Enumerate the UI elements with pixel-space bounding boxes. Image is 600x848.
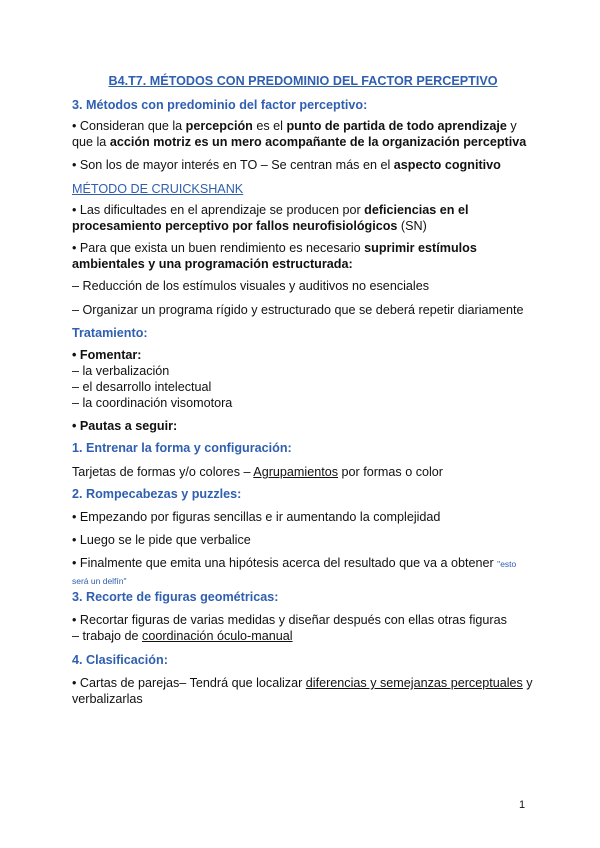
list-item-verbalizacion: – la verbalización xyxy=(72,364,170,378)
bold-run: acción motriz es un mero acompañante de la organización perceptiva xyxy=(109,135,527,149)
text-run: y verbalizarlas xyxy=(72,676,533,706)
paragraph-rendimiento xyxy=(72,240,534,272)
heading-cruickshank xyxy=(72,181,243,197)
text-run: • Son los de mayor interés en TO – Se centran más en el xyxy=(72,158,394,172)
document-title: B4.T7. MÉTODOS CON PREDOMINIO DEL FACTOR PERCEPTIVO xyxy=(108,74,498,88)
bold-run: • Fomentar: xyxy=(72,348,142,362)
text-run: • Las dificultades en el aprendizaje se producen por xyxy=(72,203,365,217)
text-run: (SN) xyxy=(397,219,427,233)
bold-run: suprimir estímulos ambientales y una programación estructurada: xyxy=(72,241,477,271)
list-item-organizar: – Organizar un programa rígido y estructurado que se deberá repetir diariamente xyxy=(72,303,524,317)
text-run: y que la xyxy=(72,119,517,149)
list-item-empezando: • Empezando por figuras sencillas e ir aumentando la complejidad xyxy=(72,510,441,524)
bold-run: punto de partida de todo aprendizaje xyxy=(286,119,507,133)
text-run: • Cartas de parejas– Tendrá que localizar xyxy=(72,676,306,690)
heading-entrenar: 1. Entrenar la forma y configuración: xyxy=(72,441,292,455)
heading-metodos: 3. Métodos con predominio del factor perceptivo: xyxy=(72,98,368,112)
heading-clasificacion: 4. Clasificación: xyxy=(72,653,168,667)
list-item-desarrollo: – el desarrollo intelectual xyxy=(72,380,212,394)
list-item-trabajo xyxy=(72,628,534,644)
paragraph-dificultades xyxy=(72,202,534,234)
text-run: es el xyxy=(252,119,287,133)
paragraph-hipotesis xyxy=(72,555,534,589)
text-run: – trabajo de xyxy=(72,629,143,643)
list-item-recortar: • Recortar figuras de varias medidas y diseñar después con ellas otras figuras xyxy=(72,613,507,627)
heading-tratamiento: Tratamiento: xyxy=(72,326,148,340)
heading-rompecabezas: 2. Rompecabezas y puzzles: xyxy=(72,487,242,501)
list-item-reduccion: – Reducción de los estímulos visuales y auditivos no esenciales xyxy=(72,279,430,293)
text-run: Tarjetas de formas y/o colores – xyxy=(72,465,254,479)
text-run: por formas o color xyxy=(338,465,444,479)
underlined-run: diferencias y semejanzas perceptuales xyxy=(305,676,523,690)
heading-link-text: MÉTODO DE CRUICKSHANK xyxy=(72,182,244,196)
text-run: • Finalmente que emita una hipótesis acerca del resultado que va a obtener xyxy=(72,556,498,570)
bold-run: deficiencias en el procesamiento perceptivo por fallos neurofisiológicos xyxy=(72,203,469,233)
heading-recorte: 3. Recorte de figuras geométricas: xyxy=(72,590,279,604)
list-item-verbalice: • Luego se le pide que verbalice xyxy=(72,533,251,547)
inline-note: "esto será un delfín" xyxy=(72,559,517,586)
page-number: 1 xyxy=(519,799,526,811)
bold-run: • Pautas a seguir: xyxy=(72,419,178,433)
underlined-run: coordinación óculo-manual xyxy=(142,629,293,643)
underlined-run: Agrupamientos xyxy=(253,465,339,479)
bold-run: aspecto cognitivo xyxy=(393,158,501,172)
text-run: • Consideran que la xyxy=(72,119,186,133)
paragraph-tarjetas xyxy=(72,464,534,480)
document-page xyxy=(72,0,534,848)
paragraph-cartas xyxy=(72,675,534,707)
list-item-coordinacion: – la coordinación visomotora xyxy=(72,396,233,410)
paragraph-interes-to xyxy=(72,157,534,173)
paragraph-consideran xyxy=(72,118,534,150)
label-pautas xyxy=(72,418,534,434)
label-fomentar xyxy=(72,347,534,363)
text-run: • Para que exista un buen rendimiento es necesario xyxy=(72,241,365,255)
bold-run: percepción xyxy=(185,119,253,133)
